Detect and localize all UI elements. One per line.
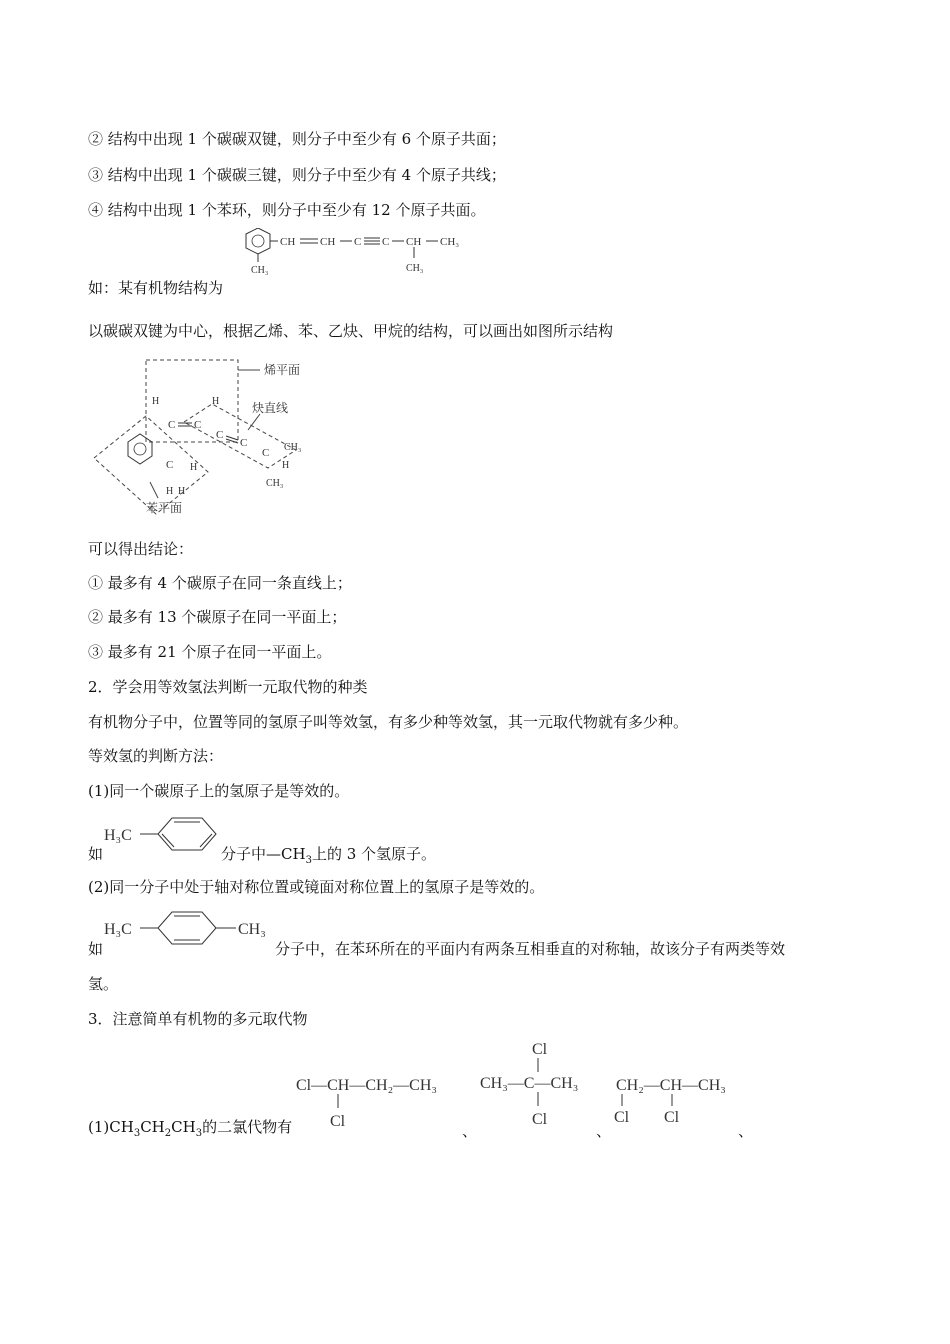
subscript: 3	[305, 855, 312, 866]
text-line-13: (1)同一个碳原子上的氢原子是等效的。	[88, 782, 350, 800]
formula-part-3: CH	[171, 1118, 196, 1136]
text-line-3: ④ 结构中出现 1 个苯环，则分子中至少有 12 个原子共面。	[88, 201, 486, 219]
text-line-1: ② 结构中出现 1 个碳碳双键，则分子中至少有 6 个原子共面；	[88, 130, 506, 148]
dichloro-b-main: CH₃—C—CH₃	[480, 1075, 579, 1092]
text-line-5: 以碳碳双键为中心，根据乙烯、苯、乙炔、甲烷的结构，可以画出如图所示结构	[88, 322, 614, 340]
text-line-4: 如：某有机物结构为	[88, 279, 224, 297]
c-label-1: C	[354, 236, 362, 248]
text-line-16: 分子中，在苯环所在的平面内有两条互相垂直的对称轴，故该分子有两类等效	[275, 940, 786, 958]
h-label-6: H	[166, 486, 174, 497]
separator-1: 、	[462, 1122, 478, 1140]
c-label-e: C	[262, 447, 270, 459]
formula-part-2: CH	[140, 1118, 165, 1136]
dichloro-c-cl-2: Cl	[664, 1109, 680, 1126]
alkene-plane-box	[146, 360, 238, 442]
dichloro-structures	[294, 1038, 754, 1142]
h-label-4: H	[190, 462, 198, 473]
dichloro-a-main: Cl—CH—CH₂—CH₃	[296, 1077, 437, 1094]
ch3-label-a: CH₃	[284, 442, 302, 453]
dichloro-c-main: CH₂—CH—CH₃	[616, 1077, 726, 1094]
dichloro-c-cl-1: Cl	[614, 1109, 630, 1126]
spatial-structure-diagram	[88, 352, 328, 526]
section-heading-2: 2．学会用等效氢法判断一元取代物的种类	[88, 678, 368, 696]
c-label-2: C	[382, 236, 390, 248]
text-line-19: 的二氯代物有	[202, 1118, 293, 1136]
h-label-3: H	[282, 460, 290, 471]
text-line-7: ① 最多有 4 个碳原子在同一条直线上；	[88, 574, 352, 592]
example-prefix-2: 如	[88, 940, 104, 958]
separator-2: 、	[596, 1122, 612, 1140]
sub-1: 3	[133, 1128, 141, 1139]
section-heading-3: 3．注意简单有机物的多元取代物	[88, 1010, 308, 1028]
c-label-d: C	[240, 437, 248, 449]
text-line-14-end: 上的 3 个氢原子。	[311, 845, 437, 863]
alkene-plane-label: 烯平面	[264, 363, 301, 377]
ch3-label-right: CH₃	[440, 236, 460, 248]
ch3-label-bottom: CH₃	[406, 263, 424, 274]
text-line-14: 分子中—CH	[221, 845, 306, 863]
c-label-c: C	[216, 429, 224, 441]
text-line-9: ③ 最多有 21 个原子在同一平面上。	[88, 643, 332, 661]
text-line-11: 有机物分子中，位置等同的氢原子叫等效氢，有多少种等效氢，其一元取代物就有多少种。	[88, 713, 689, 731]
h-label-2: H	[212, 396, 220, 407]
ch3-label-right: CH₃	[238, 921, 266, 938]
sub-2: 2	[164, 1128, 172, 1139]
ch-label-2: CH	[320, 236, 336, 248]
text-line-2: ③ 结构中出现 1 个碳碳三键，则分子中至少有 4 个原子共线；	[88, 166, 506, 184]
text-line-17: 氢。	[88, 975, 119, 993]
text-line-12: 等效氢的判断方法：	[88, 747, 224, 765]
c-label-b: C	[194, 419, 202, 431]
benzene-plane-label: 苯平面	[146, 501, 183, 515]
dichloro-b-cl-bottom: Cl	[532, 1111, 548, 1128]
dichloro-a-cl: Cl	[330, 1113, 346, 1130]
text-line-8: ② 最多有 13 个碳原子在同一平面上；	[88, 608, 347, 626]
ch3-label-b: CH₃	[266, 478, 284, 489]
sub-3: 3	[195, 1128, 203, 1139]
structure-formula-1	[238, 228, 478, 280]
h-label-5: H	[178, 486, 186, 497]
h-label-1: H	[152, 396, 160, 407]
text-line-15: (2)同一分子中处于轴对称位置或镜面对称位置上的氢原子是等效的。	[88, 878, 545, 896]
example-prefix-1: 如	[88, 845, 104, 863]
ch-label-1: CH	[280, 236, 296, 248]
separator-3: 、	[738, 1122, 754, 1140]
text-line-6: 可以得出结论：	[88, 540, 194, 558]
formula-part-1: (1)CH	[88, 1118, 134, 1136]
alkyne-line-label: 炔直线	[252, 401, 289, 415]
c-label-f: C	[166, 459, 174, 471]
dichloro-b-cl-top: Cl	[532, 1041, 548, 1058]
h3c-label: H₃C	[104, 827, 132, 844]
ch-label-3: CH	[406, 236, 422, 248]
methyl-label: CH₃	[251, 265, 269, 276]
h3c-label-left: H₃C	[104, 921, 132, 938]
c-label-a: C	[168, 419, 176, 431]
